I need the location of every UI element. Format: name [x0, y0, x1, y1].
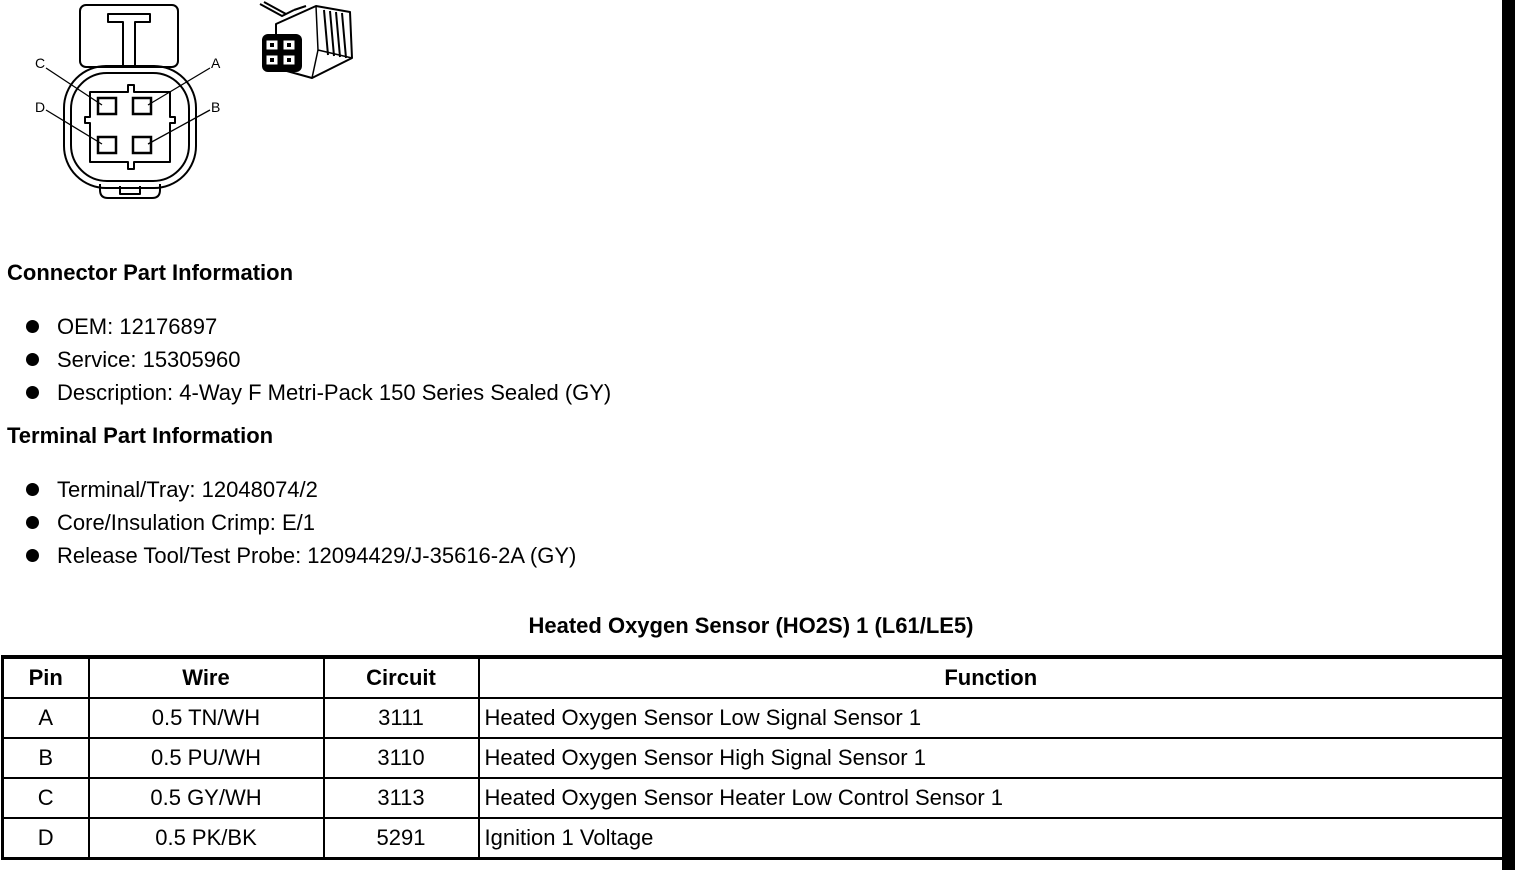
pin-callout-a: A: [211, 55, 221, 71]
wire-cell: 0.5 GY/WH: [89, 778, 324, 818]
wire-cell: 0.5 TN/WH: [89, 698, 324, 738]
table-row: [3, 778, 1504, 818]
list-item: Release Tool/Test Probe: 12094429/J-35616-2A (GY): [26, 545, 576, 578]
connector-part-info-list: [26, 316, 611, 415]
pin-table: [1, 655, 1505, 860]
function-cell: Heated Oxygen Sensor Heater Low Control Sensor 1: [479, 778, 1504, 818]
function-cell: Heated Oxygen Sensor High Signal Sensor 1: [479, 738, 1504, 778]
wire-cell: 0.5 PU/WH: [89, 738, 324, 778]
table-row: [3, 738, 1504, 778]
pin-cell: C: [3, 778, 89, 818]
column-header-wire: Wire: [89, 657, 324, 698]
pin-table-title: Heated Oxygen Sensor (HO2S) 1 (L61/LE5): [528, 613, 974, 638]
function-cell: Heated Oxygen Sensor Low Signal Sensor 1: [479, 698, 1504, 738]
bullet-icon: [26, 549, 39, 562]
pin-callout-c: C: [35, 55, 46, 71]
table-header-row: [3, 657, 1504, 698]
bullet-icon: [26, 320, 39, 333]
column-header-circuit: Circuit: [324, 657, 479, 698]
bullet-icon: [26, 483, 39, 496]
connector-part-info-heading: Connector Part Information: [7, 260, 294, 285]
function-cell: Ignition 1 Voltage: [479, 818, 1504, 859]
terminal-part-info-list: [26, 479, 576, 578]
list-item: Terminal/Tray: 12048074/2: [26, 479, 576, 512]
terminal-part-info-heading: Terminal Part Information: [7, 423, 274, 448]
bullet-icon: [26, 353, 39, 366]
list-item: Description: 4-Way F Metri-Pack 150 Series Sealed (GY): [26, 382, 611, 415]
pin-cell: D: [3, 818, 89, 859]
cavity-b: [133, 137, 151, 153]
list-item: OEM: 12176897: [26, 316, 611, 349]
pin-callout-d: D: [35, 99, 46, 115]
cavity-a: [133, 98, 151, 114]
circuit-cell: 3113: [324, 778, 479, 818]
list-item: Core/Insulation Crimp: E/1: [26, 512, 576, 545]
connector-face-diagram: [28, 0, 238, 210]
cavity-d: [98, 137, 116, 153]
bullet-icon: [26, 516, 39, 529]
column-header-function: Function: [479, 657, 1504, 698]
circuit-cell: 3111: [324, 698, 479, 738]
bullet-icon: [26, 386, 39, 399]
circuit-cell: 3110: [324, 738, 479, 778]
list-item: Service: 15305960: [26, 349, 611, 382]
pin-callout-b: B: [211, 99, 221, 115]
pin-cell: B: [3, 738, 89, 778]
column-header-pin: Pin: [3, 657, 89, 698]
table-row: [3, 698, 1504, 738]
circuit-cell: 5291: [324, 818, 479, 859]
pin-cell: A: [3, 698, 89, 738]
cavity-c: [98, 98, 116, 114]
connector-photo: [254, 0, 354, 85]
wire-cell: 0.5 PK/BK: [89, 818, 324, 859]
table-row: [3, 818, 1504, 859]
